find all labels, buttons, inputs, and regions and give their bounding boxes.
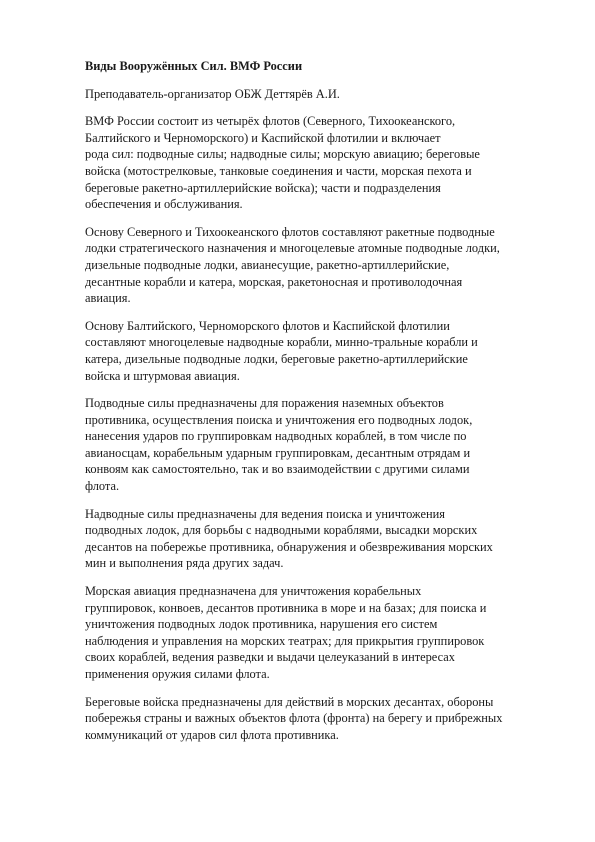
text-line: коммуникаций от ударов сил флота противника. — [85, 727, 339, 742]
text-line: Подводные силы предназначены для поражения наземных объектов — [85, 396, 444, 411]
text-line: Основу Северного и Тихоокеанского флотов составляют ракетные подводные — [85, 224, 495, 239]
text-line: ВМФ России состоит из четырёх флотов (Северного, Тихоокеанского, — [85, 114, 456, 129]
text-line: побережья страны и важных объектов флота (фронта) на берегу и прибрежных — [85, 711, 503, 726]
paragraph-baltic-black-sea-fleets — [85, 318, 547, 384]
text-line: катера, дизельные подводные лодки, береговые ракетно-артиллерийские — [85, 351, 468, 366]
document-title: Виды Вооружённых Сил. ВМФ России — [85, 59, 303, 73]
text-line: лодки стратегического назначения и многоцелевые атомные подводные лодки, — [85, 241, 500, 256]
text-line: наблюдения и управления на морских театрах; для прикрытия группировок — [85, 633, 485, 648]
text-line: Береговые войска предназначены для действий в морских десантах, обороны — [85, 694, 494, 709]
text-line: рода сил: подводные силы; надводные силы; морскую авиацию; береговые — [85, 147, 480, 162]
text-line: Надводные силы предназначены для ведения поиска и уничтожения — [85, 506, 445, 521]
text-line: флота. — [85, 479, 120, 494]
text-line: Морская авиация предназначена для уничтожения корабельных — [85, 584, 422, 599]
text-line: составляют многоцелевые надводные корабли, минно-тральные корабли и — [85, 335, 478, 350]
document-author: Преподаватель-организатор ОБЖ Деттярёв А.И. — [85, 86, 340, 101]
text-line: нанесения ударов по группировкам надводных кораблей, в том числе по — [85, 429, 467, 444]
text-line: войска и штурмовая авиация. — [85, 368, 240, 383]
text-line: Балтийского и Черноморского) и Каспийской флотилии и включает — [85, 130, 441, 145]
text-line: подводных лодок, для борьбы с надводными кораблями, высадки морских — [85, 523, 478, 538]
paragraph-coastal-troops — [85, 694, 547, 744]
text-line: дизельные подводные лодки, авианесущие, ракетно-артиллерийские, — [85, 257, 450, 272]
text-line: уничтожения подводных лодок противника, нарушения его систем — [85, 617, 438, 632]
paragraph-surface-forces — [85, 506, 547, 572]
paragraph-submarine-forces — [85, 395, 547, 495]
text-line: противника, осуществления поиска и уничтожения его подводных лодок, — [85, 412, 473, 427]
text-line: авиация. — [85, 291, 131, 306]
text-line: мин и выполнения ряда других задач. — [85, 556, 284, 571]
text-line: применения оружия силами флота. — [85, 667, 270, 681]
text-line: Основу Балтийского, Черноморского флотов и Каспийской флотилии — [85, 318, 450, 333]
paragraph-northern-pacific-fleets — [85, 224, 547, 307]
text-line: своих кораблей, ведения разведки и выдачи целеуказаний в интересах — [85, 650, 455, 665]
text-line: береговые ракетно-артиллерийские войска); части и подразделения — [85, 180, 441, 195]
document-body — [85, 58, 547, 754]
text-line: группировок, конвоев, десантов противника в море и на базах; для поиска и — [85, 600, 487, 615]
text-line: десантов на побережье противника, обнаружения и обезвреживания морских — [85, 539, 493, 554]
paragraph-fleet-composition — [85, 113, 547, 213]
text-line: авианосцам, корабельным ударным группировкам, десантным отрядам и — [85, 445, 471, 460]
text-line: десантные корабли и катера, морская, ракетоносная и противолодочная — [85, 274, 463, 289]
text-line: обеспечения и обслуживания. — [85, 197, 243, 212]
text-line: войска (мотострелковые, танковые соединения и части, морская пехота и — [85, 163, 472, 178]
text-line: конвоям как самостоятельно, так и во взаимодействии с другими силами — [85, 462, 470, 477]
paragraph-naval-aviation — [85, 583, 547, 683]
